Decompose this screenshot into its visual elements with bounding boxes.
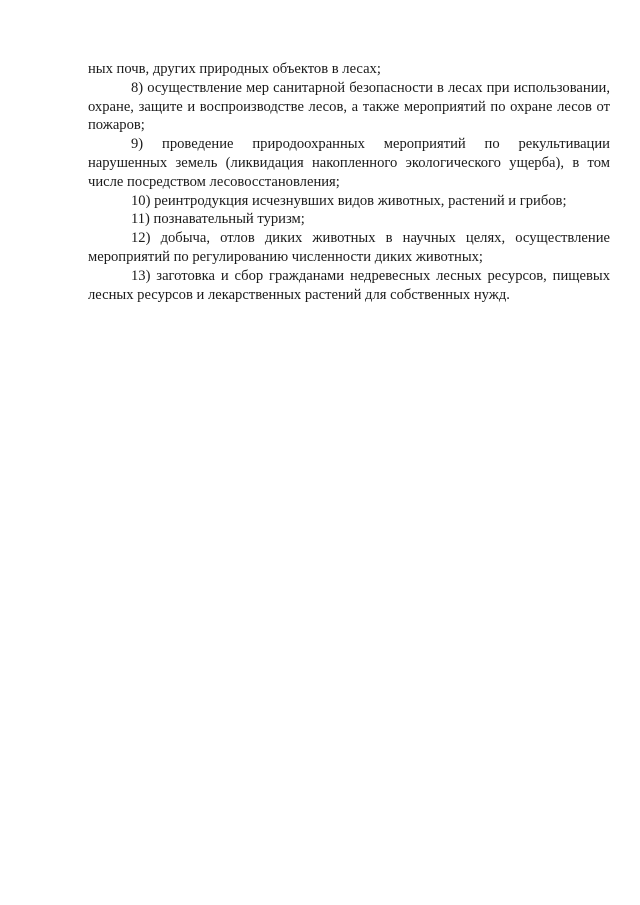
list-item-11: 11) познавательный туризм; <box>131 211 305 228</box>
document-text <box>88 60 610 304</box>
list-item-10: 10) реинтродукция исчезнувших видов животных, растений и грибов; <box>131 192 567 209</box>
list-item-9: 9) проведение природоохранных мероприятий по рекультивации нарушенных земель (ликвидация накопленного экологического ущерба), в том числе посредством лесовосстановления; <box>88 136 610 190</box>
list-item-12: 12) добыча, отлов диких животных в научных целях, осуществление мероприятий по регулированию численности диких животных; <box>88 230 610 265</box>
list-item-13: 13) заготовка и сбор гражданами недревесных лесных ресурсов, пищевых лесных ресурсов и лекарственных растений для собственных нужд. <box>88 267 610 303</box>
list-item-8: 8) осуществление мер санитарной безопасности в лесах при использовании, охране, защите и воспроизводстве лесов, а также мероприятий по охране лесов от пожаров; <box>88 79 610 134</box>
paragraph-continuation: ных почв, других природных объектов в лесах; <box>88 61 381 77</box>
